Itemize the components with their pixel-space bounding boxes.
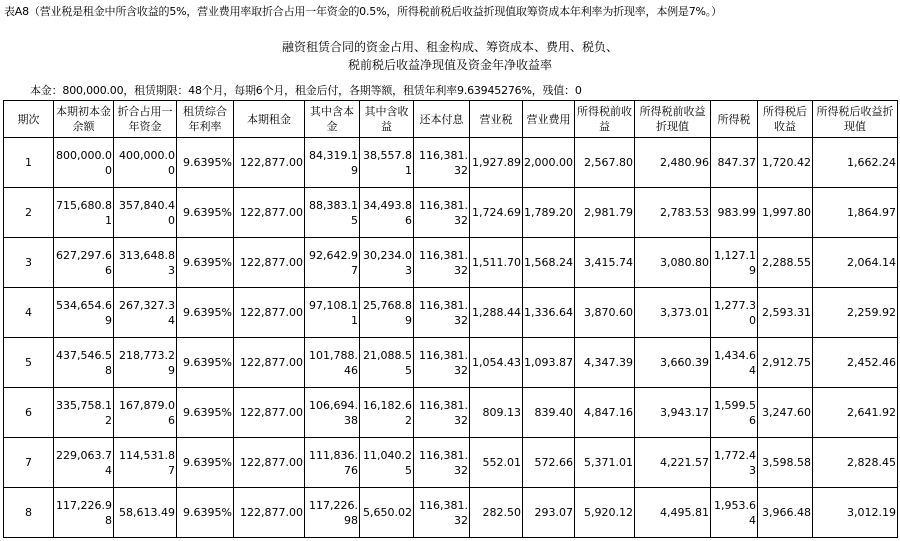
header-income: 其中含收益	[360, 101, 414, 138]
cell-business-tax: 552.01	[470, 438, 523, 488]
cell-pretax-income: 3,415.74	[575, 238, 635, 288]
cell-pretax-income: 4,847.16	[575, 388, 635, 438]
cell-opening-balance: 335,758.12	[54, 388, 114, 438]
cell-period: 5	[4, 338, 54, 388]
cell-aftertax-income: 2,912.75	[758, 338, 813, 388]
lease-schedule-table	[3, 100, 898, 538]
cell-principal: 106,694.38	[305, 388, 360, 438]
cell-pretax-pv: 3,660.39	[635, 338, 711, 388]
cell-annual-rate: 9.6395%	[177, 438, 234, 488]
cell-principal: 88,383.15	[305, 188, 360, 238]
cell-period: 4	[4, 288, 54, 338]
table-row	[4, 338, 898, 388]
cell-aftertax-income: 2,288.55	[758, 238, 813, 288]
header-repayment: 还本付息	[414, 101, 470, 138]
cell-income-tax: 1,953.64	[711, 488, 758, 538]
table-row	[4, 488, 898, 538]
table-row	[4, 388, 898, 438]
cell-business-tax: 1,288.44	[470, 288, 523, 338]
cell-income: 30,234.03	[360, 238, 414, 288]
cell-aftertax-income: 3,598.58	[758, 438, 813, 488]
cell-principal: 92,642.97	[305, 238, 360, 288]
header-period: 期次	[4, 101, 54, 138]
cell-business-tax: 282.50	[470, 488, 523, 538]
cell-pretax-pv: 4,495.81	[635, 488, 711, 538]
cell-pretax-income: 5,371.01	[575, 438, 635, 488]
cell-pretax-income: 2,981.79	[575, 188, 635, 238]
table-title-line-2: 税前税后收益净现值及资金年净收益率	[347, 58, 552, 72]
cell-rent: 122,877.00	[234, 288, 305, 338]
cell-period: 3	[4, 238, 54, 288]
cell-income-tax: 1,599.56	[711, 388, 758, 438]
loan-parameters: 本金：800,000.00，租赁期限：48个月，每期6个月，租金后付，各期等额，租赁年利率9.63945276%，残值：0	[30, 84, 582, 97]
cell-business-tax: 1,511.70	[470, 238, 523, 288]
cell-opening-balance: 627,297.66	[54, 238, 114, 288]
header-pretax-pv: 所得税前收益折现值	[635, 101, 711, 138]
cell-aftertax-pv: 2,452.46	[813, 338, 898, 388]
header-income-tax: 所得税	[711, 101, 758, 138]
cell-repayment: 116,381.32	[414, 238, 470, 288]
cell-one-year-funds: 267,327.34	[114, 288, 177, 338]
cell-business-expense: 572.66	[523, 438, 575, 488]
cell-rent: 122,877.00	[234, 338, 305, 388]
cell-rent: 122,877.00	[234, 488, 305, 538]
cell-opening-balance: 534,654.69	[54, 288, 114, 338]
cell-pretax-income: 5,920.12	[575, 488, 635, 538]
table-row	[4, 138, 898, 188]
cell-period: 2	[4, 188, 54, 238]
cell-income: 25,768.89	[360, 288, 414, 338]
cell-rent: 122,877.00	[234, 388, 305, 438]
header-annual-rate: 租赁综合年利率	[177, 101, 234, 138]
cell-annual-rate: 9.6395%	[177, 138, 234, 188]
header-pretax-income: 所得税前收益	[575, 101, 635, 138]
cell-aftertax-pv: 2,641.92	[813, 388, 898, 438]
cell-rent: 122,877.00	[234, 188, 305, 238]
header-aftertax-pv: 所得税后收益折现值	[813, 101, 898, 138]
cell-opening-balance: 715,680.81	[54, 188, 114, 238]
cell-annual-rate: 9.6395%	[177, 188, 234, 238]
cell-one-year-funds: 114,531.87	[114, 438, 177, 488]
table-row	[4, 188, 898, 238]
cell-one-year-funds: 400,000.00	[114, 138, 177, 188]
cell-aftertax-pv: 1,864.97	[813, 188, 898, 238]
cell-business-expense: 1,568.24	[523, 238, 575, 288]
cell-business-expense: 1,336.64	[523, 288, 575, 338]
cell-pretax-pv: 4,221.57	[635, 438, 711, 488]
cell-pretax-pv: 2,480.96	[635, 138, 711, 188]
cell-repayment: 116,381.32	[414, 438, 470, 488]
table-row	[4, 438, 898, 488]
cell-income: 34,493.86	[360, 188, 414, 238]
cell-income-tax: 983.99	[711, 188, 758, 238]
header-business-tax: 营业税	[470, 101, 523, 138]
cell-business-expense: 1,789.20	[523, 188, 575, 238]
cell-period: 1	[4, 138, 54, 188]
cell-aftertax-pv: 3,012.19	[813, 488, 898, 538]
cell-aftertax-income: 1,720.42	[758, 138, 813, 188]
header-aftertax-income: 所得税后收益	[758, 101, 813, 138]
cell-pretax-income: 4,347.39	[575, 338, 635, 388]
cell-principal: 84,319.19	[305, 138, 360, 188]
cell-business-expense: 839.40	[523, 388, 575, 438]
cell-aftertax-income: 3,247.60	[758, 388, 813, 438]
cell-aftertax-income: 3,966.48	[758, 488, 813, 538]
cell-repayment: 116,381.32	[414, 188, 470, 238]
cell-opening-balance: 437,546.58	[54, 338, 114, 388]
cell-repayment: 116,381.32	[414, 388, 470, 438]
cell-pretax-pv: 2,783.53	[635, 188, 711, 238]
cell-income: 16,182.62	[360, 388, 414, 438]
cell-one-year-funds: 357,840.40	[114, 188, 177, 238]
cell-income-tax: 1,277.30	[711, 288, 758, 338]
cell-income: 5,650.02	[360, 488, 414, 538]
cell-one-year-funds: 218,773.29	[114, 338, 177, 388]
cell-opening-balance: 229,063.74	[54, 438, 114, 488]
cell-principal: 101,788.46	[305, 338, 360, 388]
cell-income: 38,557.81	[360, 138, 414, 188]
cell-rent: 122,877.00	[234, 138, 305, 188]
cell-annual-rate: 9.6395%	[177, 488, 234, 538]
cell-business-tax: 1,054.43	[470, 338, 523, 388]
cell-one-year-funds: 167,879.06	[114, 388, 177, 438]
cell-aftertax-pv: 2,259.92	[813, 288, 898, 338]
cell-one-year-funds: 313,648.83	[114, 238, 177, 288]
cell-rent: 122,877.00	[234, 238, 305, 288]
table-note: 表A8（营业税是租金中所含收益的5%，营业费用率取折合占用一年资金的0.5%，所得税前税后收益折现值取筹资成本年利率为折现率，本例是7%。）	[4, 5, 722, 18]
cell-rent: 122,877.00	[234, 438, 305, 488]
header-rent: 本期租金	[234, 101, 305, 138]
cell-business-expense: 2,000.00	[523, 138, 575, 188]
cell-income-tax: 1,772.43	[711, 438, 758, 488]
cell-annual-rate: 9.6395%	[177, 338, 234, 388]
cell-annual-rate: 9.6395%	[177, 238, 234, 288]
cell-repayment: 116,381.32	[414, 138, 470, 188]
cell-period: 8	[4, 488, 54, 538]
header-one-year-funds: 折合占用一年资金	[114, 101, 177, 138]
cell-annual-rate: 9.6395%	[177, 388, 234, 438]
cell-opening-balance: 800,000.00	[54, 138, 114, 188]
cell-business-expense: 1,093.87	[523, 338, 575, 388]
cell-income-tax: 1,127.19	[711, 238, 758, 288]
cell-pretax-pv: 3,080.80	[635, 238, 711, 288]
cell-period: 6	[4, 388, 54, 438]
cell-aftertax-pv: 2,064.14	[813, 238, 898, 288]
cell-pretax-pv: 3,943.17	[635, 388, 711, 438]
cell-period: 7	[4, 438, 54, 488]
cell-pretax-income: 3,870.60	[575, 288, 635, 338]
cell-repayment: 116,381.32	[414, 338, 470, 388]
header-principal: 其中含本金	[305, 101, 360, 138]
cell-business-tax: 1,724.69	[470, 188, 523, 238]
cell-one-year-funds: 58,613.49	[114, 488, 177, 538]
table-row	[4, 288, 898, 338]
cell-business-tax: 809.13	[470, 388, 523, 438]
table-title-line-1: 融资租赁合同的资金占用、租金构成、筹资成本、费用、税负、	[281, 40, 618, 54]
cell-pretax-income: 2,567.80	[575, 138, 635, 188]
cell-business-expense: 293.07	[523, 488, 575, 538]
cell-annual-rate: 9.6395%	[177, 288, 234, 338]
cell-income: 21,088.55	[360, 338, 414, 388]
cell-opening-balance: 117,226.98	[54, 488, 114, 538]
header-row	[4, 101, 898, 138]
header-opening-balance: 本期初本金余额	[54, 101, 114, 138]
cell-principal: 111,836.76	[305, 438, 360, 488]
cell-aftertax-income: 2,593.31	[758, 288, 813, 338]
cell-income-tax: 847.37	[711, 138, 758, 188]
cell-income: 11,040.25	[360, 438, 414, 488]
cell-repayment: 116,381.32	[414, 288, 470, 338]
table-row	[4, 238, 898, 288]
cell-aftertax-income: 1,997.80	[758, 188, 813, 238]
cell-principal: 117,226.98	[305, 488, 360, 538]
cell-principal: 97,108.11	[305, 288, 360, 338]
cell-business-tax: 1,927.89	[470, 138, 523, 188]
cell-income-tax: 1,434.64	[711, 338, 758, 388]
cell-aftertax-pv: 2,828.45	[813, 438, 898, 488]
cell-repayment: 116,381.32	[414, 488, 470, 538]
cell-pretax-pv: 3,373.01	[635, 288, 711, 338]
header-business-expense: 营业费用	[523, 101, 575, 138]
cell-aftertax-pv: 1,662.24	[813, 138, 898, 188]
